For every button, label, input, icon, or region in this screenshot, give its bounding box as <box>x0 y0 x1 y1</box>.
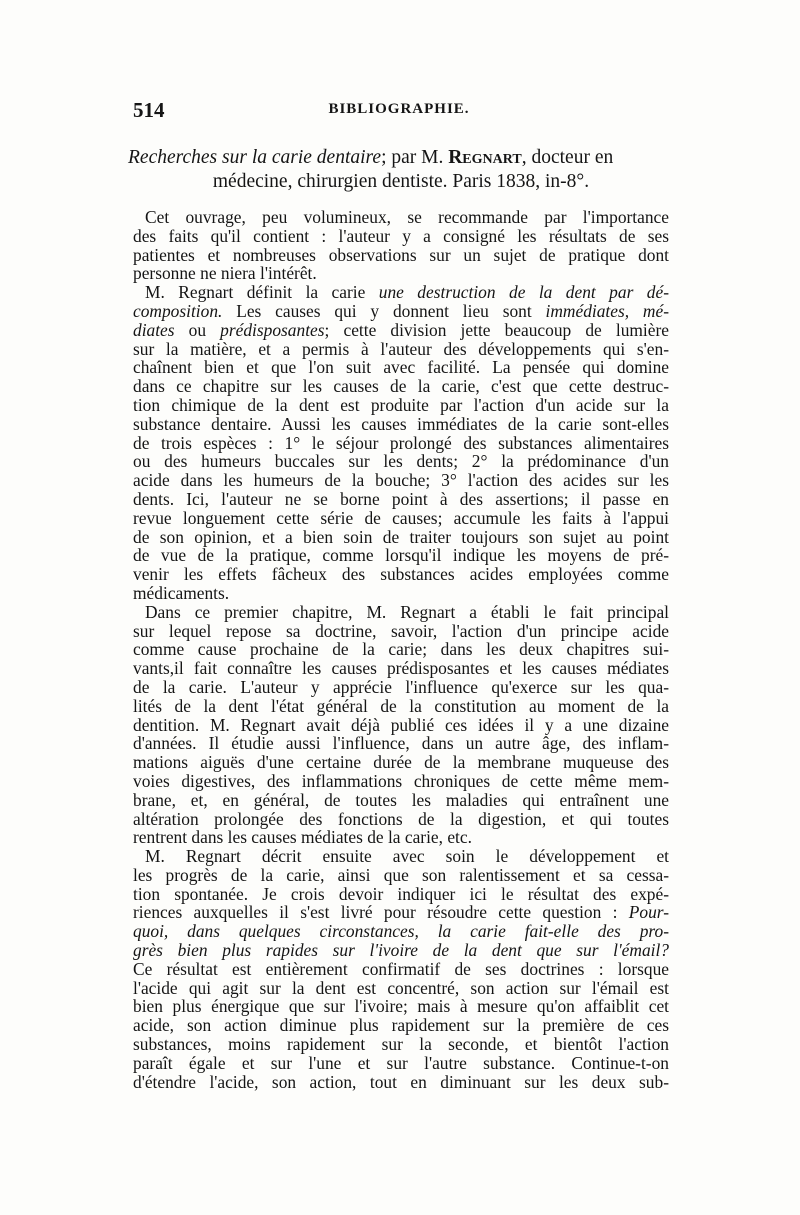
text-line: mations aiguës d'une certaine durée de la membrane muqueuse des <box>133 752 669 773</box>
running-title: BIBLIOGRAPHIE. <box>328 101 470 117</box>
title-line-2: médecine, chirurgien dentiste. Paris 1838, in-8°. <box>212 171 590 192</box>
text-run: ; cette division jette beaucoup de lumière <box>324 319 669 340</box>
text-line: revue longuement cette série de causes; accumule les faits à l'appui <box>133 507 669 528</box>
text-line: venir les effets fâcheux des substances acides employées comme <box>133 564 669 585</box>
text-run: Les causes qui y donnent lieu sont <box>222 300 546 321</box>
text-line: acide dans les humeurs de la bouche; 3° l'action des acides sur les <box>133 470 669 491</box>
text-line: de trois espèces : 1° le séjour prolongé des substances alimentaires <box>133 432 669 453</box>
text-line: dents. Ici, l'auteur ne se borne point à des assertions; il passe en <box>133 488 669 509</box>
text-line: M. Regnart décrit ensuite avec soin le développement et <box>145 846 669 867</box>
italic-run: immédiates, mé- <box>545 300 669 321</box>
paragraph-1 <box>133 208 669 283</box>
text-line: Ce résultat est entièrement confirmatif de ses doctrines : lorsque <box>133 958 669 979</box>
text-line <box>133 941 669 960</box>
paragraph-2 <box>133 283 669 603</box>
text-line: acide, son action diminue plus rapidement sur la première de ces <box>133 1015 669 1036</box>
text-line <box>133 903 669 922</box>
text-line: bien plus énergique que sur l'ivoire; mais à mesure qu'on affaiblit cet <box>133 996 669 1017</box>
italic-run: composition. <box>133 300 223 321</box>
text-line: l'acide qui agit sur la dent est concentré, son action sur l'émail est <box>133 977 669 998</box>
text-line <box>133 283 669 302</box>
text-run: ou <box>174 319 221 340</box>
text-line: médicaments. <box>133 582 230 603</box>
text-line: substances, moins rapidement sur la seconde, et bientôt l'action <box>133 1034 669 1055</box>
text-line: Dans ce premier chapitre, M. Regnart a établi le fait principal <box>145 601 669 622</box>
text-line: dans ce chapitre sur les causes de la carie, c'est que cette destruc- <box>133 376 669 397</box>
text-line <box>133 922 669 941</box>
italic-run: grès bien plus rapides sur l'ivoire de la dent que sur l'émail? <box>133 940 669 961</box>
text-line <box>133 321 669 340</box>
italic-run: diates <box>133 319 175 340</box>
page-number: 514 <box>133 98 165 122</box>
text-line: dentition. M. Regnart avait déjà publié ces idées il y a une dizaine <box>133 714 669 735</box>
text-line: comme cause prochaine de la carie; dans les deux chapitres sui- <box>133 639 669 660</box>
title-rest: , docteur en <box>521 147 614 168</box>
text-line: les progrès de la carie, ainsi que son ralentissement et sa cessa- <box>133 864 669 885</box>
text-line <box>133 302 669 321</box>
paragraph-3 <box>133 603 669 847</box>
text-line: Cet ouvrage, peu volumineux, se recommande par l'importance <box>145 207 669 227</box>
text-line: brane, et, en général, de toutes les maladies qui entraînent une <box>133 789 669 810</box>
text-line: tion chimique de la dent est produite par l'action d'un acide sur la <box>133 394 669 415</box>
page-body <box>128 146 669 1092</box>
text-line: substance dentaire. Aussi les causes immédiates de la carie sont-elles <box>133 413 669 434</box>
text-line: de vue de la pratique, comme lorsqu'il indique les moyens de pré- <box>133 545 669 566</box>
text-line: chaînent bien et que l'on suit avec facilité. La pensée qui domine <box>133 357 669 378</box>
text-line: ou des humeurs buccales sur les dents; 2° la prédominance d'un <box>133 451 669 472</box>
text-line: personne ne niera l'intérêt. <box>133 263 317 284</box>
page-header <box>133 98 665 124</box>
text-line: altération prolongée des fonctions de la digestion, et qui toutes <box>133 808 669 829</box>
paragraph-4 <box>133 847 669 1091</box>
italic-run: prédisposantes <box>220 319 325 340</box>
italic-run: quoi, dans quelques circonstances, la carie fait-elle des pro- <box>133 921 669 942</box>
text-line: d'étendre l'acide, son action, tout en diminuant sur les deux sub- <box>133 1071 669 1092</box>
review-title <box>128 146 669 194</box>
text-line: tion spontanée. Je crois devoir indiquer ici le résultat des expé- <box>133 883 669 904</box>
text-line: voies digestives, des inflammations chroniques de cette même mem- <box>133 770 669 791</box>
text-line: vants,il fait connaître les causes prédisposantes et les causes médiates <box>133 658 669 679</box>
italic-run: une destruction de la dent par dé- <box>378 282 669 303</box>
italic-run: Pour- <box>628 902 669 923</box>
text-line: d'années. Il étudie aussi l'influence, dans un autre âge, des inflam- <box>133 733 669 754</box>
text-run: M. Regnart définit la carie <box>145 282 379 303</box>
book-title: Recherches sur la carie dentaire <box>128 147 382 168</box>
title-sep: ; par M. <box>381 147 449 168</box>
text-line: sur la matière, et a permis à l'auteur des développements qui s'en- <box>133 338 669 359</box>
text-line: de son opinion, et a bien soin de traiter toujours son sujet au point <box>133 526 669 547</box>
text-line: rentrent dans les causes médiates de la carie, etc. <box>133 827 472 848</box>
text-line: lités de la dent l'état général de la constitution au moment de la <box>133 695 669 716</box>
text-line: des faits qu'il contient : l'auteur y a consigné les résultats de ses <box>133 225 669 246</box>
text-run: riences auxquelles il s'est livré pour résoudre cette question : <box>133 902 629 923</box>
author-name: Regnart <box>448 147 522 168</box>
title-line-1 <box>128 146 669 170</box>
text-line: de la carie. L'auteur y apprécie l'influence qu'exerce sur les qua- <box>133 676 669 697</box>
text-line: sur lequel repose sa doctrine, savoir, l'action d'un principe acide <box>133 620 669 641</box>
text-line: patientes et nombreuses observations sur un sujet de pratique dont <box>133 244 669 265</box>
text-line: paraît égale et sur l'une et sur l'autre substance. Continue-t-on <box>133 1052 669 1073</box>
